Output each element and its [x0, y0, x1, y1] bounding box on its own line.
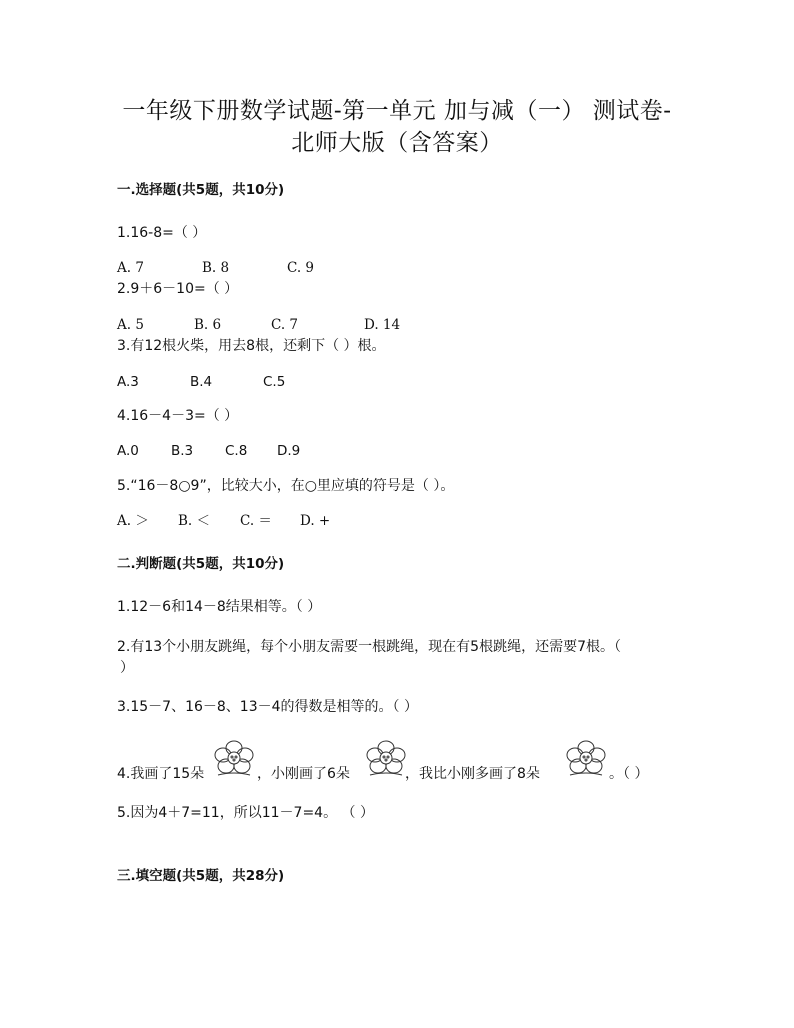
- question-2-3: 3.15－7、16－8、13－4的得数是相等的。（ ）: [117, 699, 418, 715]
- question-2-1: 1.12－6和14－8结果相等。（ ）: [117, 599, 322, 615]
- option-d: D. +: [300, 513, 331, 529]
- option-d: D.9: [277, 443, 301, 459]
- question-1-1: 1.16-8=（ ）: [117, 225, 207, 241]
- question-2-2: 2.有13个小朋友跳绳，每个小朋友需要一根跳绳，现在有5根跳绳，还需要7根。（: [117, 639, 621, 655]
- option-a: A. 5: [117, 317, 144, 333]
- question-1-3: 3.有12根火柴，用去8根，还剩下（ ）根。: [117, 338, 386, 354]
- question-1-4: 4.16－4－3=（ ）: [117, 408, 239, 424]
- option-a: A. 7: [117, 260, 144, 276]
- flower-icon: [364, 738, 408, 778]
- option-a: A.3: [117, 374, 139, 390]
- option-b: B.3: [171, 443, 194, 459]
- section-heading-judgement: 二.判断题(共5题，共10分): [117, 556, 285, 572]
- option-c: C. 7: [271, 317, 299, 333]
- page-title-line2: 北师大版（含答案）: [291, 130, 503, 156]
- question-2-4-part1: 4.我画了15朵: [117, 766, 205, 782]
- question-2-2-continuation: ）: [120, 660, 134, 676]
- section-heading-fill-blank: 三.填空题(共5题，共28分): [117, 868, 285, 884]
- option-a: A. ＞: [117, 513, 149, 529]
- option-b: B. 6: [194, 317, 222, 333]
- question-2-5: 5.因为4＋7=11，所以11－7=4。 （ ）: [117, 805, 374, 821]
- option-c: C. 9: [287, 260, 315, 276]
- option-a: A.0: [117, 443, 139, 459]
- option-c: C.5: [263, 374, 286, 390]
- question-2-4-part2: ，小刚画了6朵: [257, 766, 350, 782]
- question-2-4-part3: ，我比小刚多画了8朵: [405, 766, 540, 782]
- option-c: C.8: [225, 443, 248, 459]
- option-b: B. ＜: [178, 513, 211, 529]
- question-1-5: 5.“16－8○9”，比较大小，在○里应填的符号是（ ）。: [117, 478, 455, 494]
- flower-icon: [212, 738, 256, 778]
- question-2-4-part4: 。（ ）: [609, 766, 649, 782]
- option-b: B. 8: [202, 260, 230, 276]
- option-c: C. ＝: [240, 513, 272, 529]
- page-title-line1: 一年级下册数学试题-第一单元 加与减（一） 测试卷-: [122, 98, 672, 124]
- flower-icon: [564, 738, 608, 778]
- option-d: D. 14: [364, 317, 401, 333]
- option-b: B.4: [190, 374, 213, 390]
- question-1-2: 2.9＋6－10=（ ）: [117, 281, 239, 297]
- section-heading-choice: 一.选择题(共5题，共10分): [117, 182, 285, 198]
